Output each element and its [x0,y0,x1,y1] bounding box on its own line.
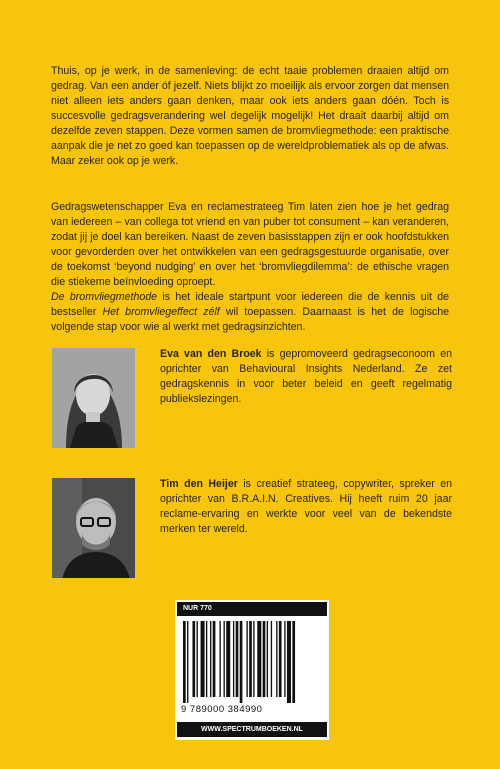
barcode-bar [271,621,272,697]
intro-paragraph: Thuis, op je werk, in de samenleving: de echt taaie problemen draaien altijd om gedrag. Van een ander óf jezelf. Niets blijkt zo moeilijk als ervoor zorgen dat mensen niet alleen iets anders gaan denken, maar ook iets anders gaan dóén. Toch is succesvolle gedragsverandering wel degelijk mogelijk! Het draait daarbij altijd om dezelfde zeven stappen. Deze vormen samen de bromvliegmethode: een praktische aanpak die je net zo goed kan toepassen op de wereldproblematiek als op de afwas. Maar zeker ook op je werk. [51,65,449,167]
author-photo-tim [52,478,135,578]
author-eva [52,348,452,448]
author-name-tim: Tim den Heijer [160,478,238,490]
barcode-bar [226,621,230,697]
barcode-bar [197,621,198,697]
author-name-eva: Eva van den Broek [160,348,262,360]
barcode-bar [240,621,243,703]
barcode-bar [210,621,211,697]
author-bio-tim: Tim den Heijer is creatief strateeg, copywriter, spreker en oprichter van B.R.A.I.N. Creatives. Hij heeft ruim 20 jaar reclame-ervaring en werkte voor veel van de bekendste merken ter wereld. [160,478,452,535]
author-bio-eva: Eva van den Broek is gepromoveerd gedragseconoom en oprichter van Behavioural Insights Nederland. Ze zet gedragskennis in voor beter beleid en geeft regelmatig publiekslezingen. [160,348,452,405]
barcode-bar [224,621,225,697]
barcode-bar [183,621,186,703]
description-middle: is het ideale startpunt voor iedereen die de kennis uit de bestseller [51,291,450,318]
description-main: Gedragswetenschapper Eva en reclamestrateeg Tim laten zien hoe je het gedrag van iedereen – van collega tot vriend en van puber tot consument – kan veranderen, zodat jij je doel kan bereiken. Naast de zeven basisstappen zijn er ook hoofdstukken voor gevorderden over het ontwikkelen van een gedragsgestuurde organisatie, over de toekomst ‘beyond nudging’ en over het ‘bromvliegdilemma’: de ethische vragen die stiekeme beïnvloeding oproept. [51,201,449,288]
nur-code: NUR 770 [177,602,327,616]
barcode-bar [263,621,266,697]
barcode-bar [233,621,234,697]
zelf-word: zélf [203,306,220,318]
barcode-bar [253,621,254,697]
barcode-bar [249,621,252,697]
bestseller-title: Het bromvliegeffect [102,306,198,318]
barcode-bar [279,621,282,697]
author-photo-eva [52,348,135,448]
barcode-bar [187,621,188,703]
barcode-bar [219,621,220,697]
barcode-bars [183,621,321,703]
barcode-bar [213,621,216,697]
description-end: wil toepassen. Daarnaast is het de logische volgende stap voor wie al werkt met gedragsinzichten. [51,306,449,333]
barcode-bar [276,621,277,697]
barcode-bar [287,621,291,703]
barcode-bar [246,621,247,697]
barcode-bar [257,621,261,697]
barcode-bar [206,621,207,697]
barcode-bar [201,621,205,697]
barcode-bar [292,621,295,703]
book-title: De bromvliegmethode [51,291,158,303]
isbn-barcode [175,600,329,740]
barcode-bar [267,621,268,697]
publisher-website: WWW.SPECTRUMBOEKEN.NL [177,722,327,737]
description-paragraph [51,200,449,335]
barcode-bar [284,621,285,697]
barcode-bar [192,621,195,697]
barcode-bar [236,621,239,697]
isbn-digits: 9 789000 384990 [181,704,263,715]
author-tim [52,478,452,580]
